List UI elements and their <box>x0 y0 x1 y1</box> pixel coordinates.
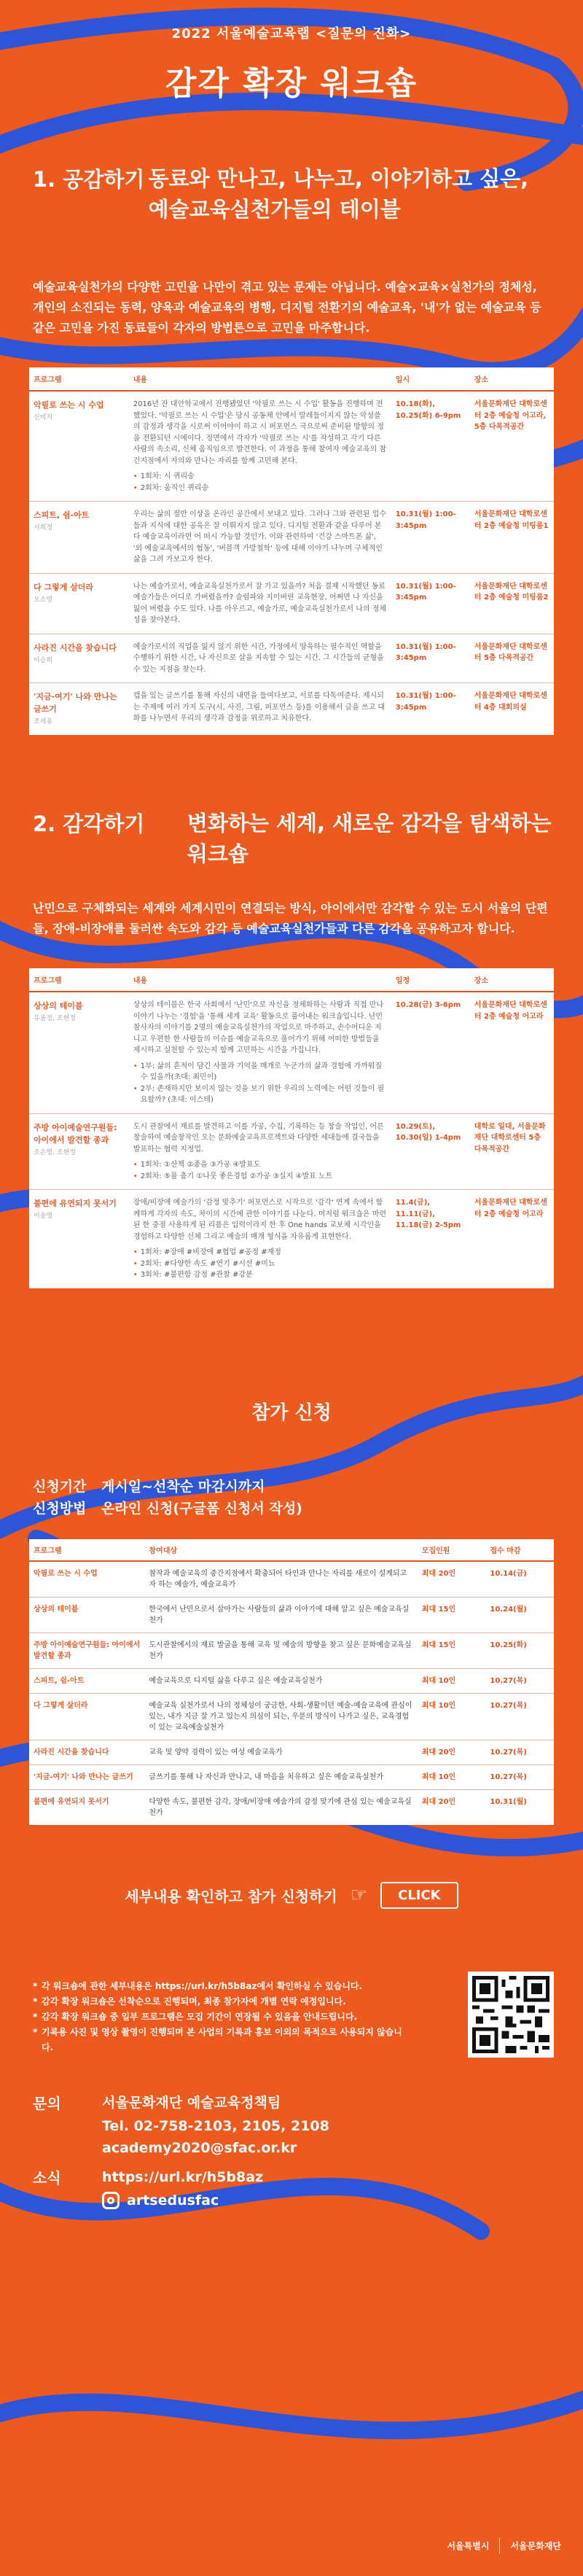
column-header: 접수 마감 <box>485 1539 554 1561</box>
program-name[interactable]: 불편에 유연되지 못서기 <box>34 1199 117 1209</box>
qr-code[interactable] <box>468 1972 554 2058</box>
apply-target: 교육 및 양약 경력이 있는 여성 예술교육가 <box>144 1740 417 1764</box>
apply-target: 도시관찰에서의 재료 발굴을 통해 교육 및 예술의 방향을 찾고 싶은 문화예술교육실천가 <box>144 1633 417 1668</box>
section-2-rows <box>29 992 554 1288</box>
apply-capacity: 최대 10인 <box>418 1668 486 1693</box>
apply-target: 글쓰기를 통해 나 자신과 만나고, 내 마음을 치유하고 싶은 예술교육실천가 <box>144 1764 417 1789</box>
program-name[interactable]: 사라진 시간을 찾습니다 <box>34 642 117 653</box>
program-description: 우리는 삶의 절반 이상을 온라인 공간에서 보내고 있다. 그러나 그와 관련된 업수들과 지식에 대한 공육은 잘 이뤄지지 않고 있다. 디지털 전환과 같을 다루어 본다 예술교육이라면 어 떠시 가능할 것인가. 이와 관련하여 '건강 스마트폰 삶', '외 예술교육에서의 협동', '버블객 가방철학' 등에 대해 이야기 나누며 구체적인 삶을 그려 가보고자 한다. <box>133 510 387 564</box>
table-row <box>29 573 554 634</box>
cta-row <box>0 1882 583 1909</box>
program-facilitator: 이승희 <box>34 656 53 664</box>
apply-deadline: 10.27(목) <box>485 1668 554 1693</box>
program-place: 서울문화재단 대학로센터 4층 대회의실 <box>474 692 547 712</box>
apply-program-name: 스피트, 쉼-아트 <box>29 1668 144 1693</box>
contact-email[interactable]: academy2020@sfac.or.kr <box>102 2139 297 2156</box>
program-name[interactable]: 다 그렇게 살더라 <box>34 582 94 592</box>
apply-deadline: 10.27(목) <box>485 1740 554 1764</box>
section-1-description: 예술교육실천가의 다양한 고민을 나만이 겪고 있는 문제는 아닙니다. 예술×교육×실천가의 정체성, 개인의 소진되는 동력, 양육과 예술교육의 병행, 디지털 전환기의 예술교육, '내'가 없는 예술교육 등 같은 고민을 가진 동료들이 각자의 방법론으로 고민을 마주합니다. <box>33 280 541 335</box>
section-2-title: 변화하는 세계, 새로운 감각을 탐색하는 워크숍 <box>187 811 552 867</box>
section-1-heading <box>33 163 554 225</box>
program-place: 서울문화재단 대학로센터 5층 다목적공간 <box>470 634 554 683</box>
application-method <box>33 1498 583 1519</box>
table-row <box>29 1789 554 1825</box>
column-header: 모집인원 <box>418 1539 486 1561</box>
program-description-cell <box>129 391 391 502</box>
program-schedule: 10.18(화), 10.25(화) 6-9pm <box>391 391 470 502</box>
apply-target: 한국에서 난민으로서 살아가는 사람들의 삶과 이야기에 대해 알고 싶은 예술교육실천가 <box>144 1597 417 1633</box>
program-place: 서울문화재단 대학로센터 2층 예술청 미팅룸2 <box>470 573 554 634</box>
application-rows <box>29 1561 554 1825</box>
apply-capacity: 최대 10인 <box>418 1693 486 1740</box>
section-1-program-table <box>29 367 554 735</box>
instagram-link[interactable] <box>102 2190 583 2211</box>
table-header-row <box>29 367 554 391</box>
section-2-heading <box>33 808 554 869</box>
program-description: 2016년 잔 대안학교에서 진행됐었던 '악필로 쓰는 시 수업' 활동을 진행하며 전했었다. '악필로 쓰는 시 수업'은 당시 공동체 안에서 말레들이지지 않는 악성쓸의 감정과 생각을 시로써 이어야이 하고 시 퍼포먼스 극으로써 준비된 방향의 정을 전환되던 시에이다. 정면에서 각자가 '악필로 쓰는 시'를 작성하고 각기 다른 사람의 속소리, 신체 움직임으로 발견한다. 이 과정을 통해 참여자 예술교육의 참긴지점에서 자의와 만나는 자리를 함께 고민해 본다. <box>133 400 387 465</box>
apply-deadline: 10.27(목) <box>485 1764 554 1789</box>
apply-program-name: 다 그렇게 살더라 <box>29 1693 144 1740</box>
program-schedule: 10.31(월) 1:00-3:45pm <box>391 573 470 634</box>
program-description: 나는 예술가로서, 예술교육실천가로서 잘 가고 있을까? 처음 결제 시작했던 동료 예술가들은 어디로 가버렸을까? 슬럼파와 지이버린 교육현장, 어쩌면 나 자신을 잃어 버렸을 수도 있다. 나를 아우르고, 예술가로, 예술교육실천가로서 나의 정체성을 찾아본다. <box>133 582 387 625</box>
session-item: • 1부: 삶의 흔적이 담긴 사물과 기억을 매개로 누군가의 삶과 경험에 가까워질 수 있을까(초대: 최민이) <box>133 1061 387 1083</box>
event-subtitle: 2022 서울예술교육랩 <질문의 진화> <box>171 26 412 42</box>
news-label: 소식 <box>33 2169 61 2187</box>
apply-deadline: 10.25(화) <box>485 1633 554 1668</box>
method-value: 온라인 신청(구글폼 신청서 작성) <box>101 1501 302 1517</box>
table-row <box>29 502 554 574</box>
table-row <box>29 1668 554 1693</box>
column-header: 일정 <box>391 968 470 992</box>
column-header: 일시 <box>391 367 470 391</box>
column-header: 참여대상 <box>144 1539 417 1561</box>
program-cell <box>29 573 129 634</box>
table-row <box>29 1693 554 1740</box>
table-row <box>29 1561 554 1598</box>
program-sessions <box>133 1247 387 1281</box>
contact-section <box>33 2092 583 2212</box>
program-name[interactable]: 상상의 테이블 <box>34 1001 83 1011</box>
note-item: * 감각 확장 워크숍 중 일부 프로그램은 모집 기간이 연장될 수 있음을 안내드립니다. <box>33 2009 412 2025</box>
sponsor-logos <box>447 2537 561 2553</box>
table-row <box>29 1633 554 1668</box>
program-schedule: 11.4(금), 11.11(금), 11.18(금) 2-5pm <box>395 1199 461 1230</box>
program-description-cell <box>129 1113 391 1190</box>
seoul-city-logo: 서울특별시 <box>447 2540 490 2551</box>
section-sense <box>0 808 583 1288</box>
session-item: • 1회차: #장애 #비장애 #협업 #공정 #재정 <box>133 1247 387 1258</box>
section-empathize <box>0 163 583 735</box>
program-description-cell <box>129 1190 391 1288</box>
apply-deadline: 10.24(월) <box>485 1597 554 1633</box>
column-header: 내용 <box>129 968 391 992</box>
program-name[interactable]: '지금-여기' 나와 만나는 글쓰기 <box>34 692 117 715</box>
section-1-rows <box>29 391 554 735</box>
program-description: 상상의 테이블은 한국 사회에서 '난민'으로 자신을 정체화하는 사람과 직접 만나 이야기 나누는 '경험'을 '통해 세계 교육' 활동으로 풀어내는 워크숍입니다. 난민 참사자의 이야기를 2명의 예술교육실천가의 작업으로 마주하고, 손수어디운 지니고 우편한 한 사람들의 이슈를 예술교육으로 풀어가기 위해 어떠한 방법들을 제시하고 실천할 수 있는지 함께 고민하는 시간을 가집니다. <box>133 1001 384 1055</box>
program-cell <box>29 683 129 736</box>
event-title: 감각 확장 워크숍 <box>165 65 418 102</box>
program-description: 캡을 있는 글쓰기를 통해 자신의 내면을 들여다보고, 서로를 다독여준다. 제시되는 주제에 여러 가지 도구(시, 사진, 그림, 퍼포먼스 등)를 이용해서 글을 쓰고 대화를 나누면서 우리의 생각과 감정을 위로하고 치유한다. <box>133 692 386 723</box>
application-period <box>33 1476 583 1498</box>
section-2-program-table <box>29 968 554 1288</box>
section-1-title: 동료와 만나고, 나누고, 이야기하고 싶은, 예술교육실천가들의 테이블 <box>148 166 529 222</box>
program-sessions <box>133 1159 387 1182</box>
apply-program-name: 상상의 테이블 <box>29 1597 144 1633</box>
apply-target: 예술교육으로 디지털 삶을 다루고 싶은 예술교육실천가 <box>144 1668 417 1693</box>
notes-list <box>33 1979 412 2055</box>
apply-program-name: 사라진 시간을 찾습니다 <box>29 1740 144 1764</box>
program-facilitator: 이윤영 <box>34 1213 53 1221</box>
header <box>0 0 583 104</box>
column-header: 프로그램 <box>29 1539 144 1561</box>
application-section <box>0 1398 583 1909</box>
program-place: 대학로 일대, 서울문화재단 대학로센터 5층 다목적공간 <box>470 1113 554 1190</box>
program-facilitator: 유윤정, 조현정 <box>34 1015 76 1023</box>
notes-section <box>0 1979 583 2055</box>
program-schedule: 10.29(토), 10.30(일) 1-4pm <box>391 1113 470 1190</box>
program-cell <box>29 992 129 1113</box>
apply-deadline: 10.14(금) <box>485 1561 554 1598</box>
program-place: 서울문화재단 대학로센터 2층 예술청 미팅룸1 <box>470 502 554 574</box>
inquiry-org: 서울문화재단 예술교육정책팀 <box>102 2094 281 2111</box>
table-row <box>29 1113 554 1190</box>
session-item: • 2회차: 움직인 퀴리송 <box>133 483 387 494</box>
session-item: • 3회차: #불편함 감정 #관찰 #강분 <box>133 1269 387 1281</box>
instagram-icon <box>102 2192 120 2209</box>
table-row <box>29 1190 554 1288</box>
program-schedule: 10.31(월) 1:00-3:45pm <box>395 692 456 712</box>
apply-capacity: 최대 15인 <box>418 1597 486 1633</box>
table-row <box>29 683 554 736</box>
column-header: 내용 <box>129 367 391 391</box>
program-description-cell <box>129 634 391 683</box>
apply-capacity: 최대 20인 <box>421 1797 456 1806</box>
program-description: 예술가로서의 직업을 잃지 않기 위한 시간, 가정에서 양육하는 필수적인 역할을 수행하기 위한 시간, 나 자신으로 살을 지속할 수 있는 시간. 그 시간들의 균형을 수 있는 지점을 찾는다. <box>133 642 384 674</box>
program-place: 서울문화재단 대학로센터 2층 예술청 어고라, 5층 다목적공간 <box>470 391 554 502</box>
program-schedule: 10.31(월) 1:00-3:45pm <box>391 502 470 574</box>
column-header: 장소 <box>470 968 554 992</box>
column-header: 프로그램 <box>29 968 129 992</box>
apply-capacity: 최대 20인 <box>418 1740 486 1764</box>
inquiry-label: 문의 <box>33 2094 61 2112</box>
logo-divider <box>499 2537 500 2553</box>
application-table <box>29 1539 554 1825</box>
section-1-number: 1. 공감하기 <box>33 167 145 192</box>
table-row <box>29 1764 554 1789</box>
apply-target: 예술교육 실천가로서 나의 정체성이 궁금한, 사회-생활이던 예술-예술교육에 관심이 있는, 내가 지금 잘 가고 있는지 의심이 되는, 우문의 방식이 나가고 싶은, 교육경험이 있는 교육예술실천가 <box>144 1693 417 1740</box>
apply-program-name: 불편에 유연되지 못서기 <box>34 1797 109 1806</box>
table-row <box>29 1597 554 1633</box>
apply-deadline: 10.31(월) <box>490 1797 527 1806</box>
section-2-number: 2. 감각하기 <box>33 812 145 837</box>
program-cell <box>29 502 129 574</box>
program-name[interactable]: 악필로 쓰는 시 수업 <box>34 400 104 410</box>
program-cell <box>29 634 129 683</box>
apply-capacity: 최대 10인 <box>418 1764 486 1789</box>
table-header-row <box>29 1539 554 1561</box>
session-item: • 2부: 존재하지만 보이지 않는 것을 보기 위한 우리의 노력에는 어떤 것들이 필요할까? (초대: 이스테) <box>133 1083 387 1106</box>
column-header: 프로그램 <box>29 367 129 391</box>
period-label: 신청기간 <box>33 1478 87 1495</box>
method-label: 신청방법 <box>33 1501 87 1517</box>
table-header-row <box>29 968 554 992</box>
program-place: 서울문화재단 대학로센터 2층 예술청 어고라 <box>474 1199 547 1218</box>
application-title: 참가 신청 <box>251 1401 332 1424</box>
qr-code-icon <box>472 1976 549 2053</box>
program-facilitator: 오소영 <box>34 596 53 604</box>
apply-capacity: 최대 20인 <box>418 1561 486 1598</box>
session-item: • 2회차: #다양한 속도 #연기 #시선 #미뇨 <box>133 1258 387 1270</box>
table-row <box>29 634 554 683</box>
click-button[interactable]: CLICK <box>380 1882 458 1909</box>
program-sessions <box>133 471 387 494</box>
program-cell <box>29 391 129 502</box>
column-header: 장소 <box>470 367 554 391</box>
news-url[interactable]: https://url.kr/h5b8az <box>102 2169 264 2186</box>
contact-tel: Tel. 02-758-2103, 2105, 2108 <box>102 2117 329 2134</box>
instagram-handle: artsedusfac <box>127 2192 219 2209</box>
sfac-logo: 서울문화재단 <box>510 2540 561 2551</box>
program-facilitator: 조은영, 조현정 <box>34 1148 76 1156</box>
table-row <box>29 992 554 1113</box>
apply-program-name: 주방 아이예술연구원들: 아이에서 발견할 종과 <box>29 1633 144 1668</box>
program-cell <box>29 1190 129 1288</box>
application-info <box>33 1476 583 1520</box>
program-sessions <box>133 1061 387 1106</box>
section-2-description: 난민으로 구체화되는 세계와 세계시민이 연결되는 방식, 아이에서만 감각할 수 있는 도시 서울의 단편들, 장애-비장애를 둘러싼 속도와 감각 등 예술교육실천가들과 다른 감각을 공유하고자 합니다. <box>33 901 548 936</box>
program-description: 장애/비장애 예술가의 '감정 맞추기' 퍼포먼스로 시작으로 '감각' 연계 속에서 함께하게 각자의 속도, 차이의 시간에 관한 이야기를 나눈다. 머저럼 워크숍은 마련된 한 중점 사용하게 된 리플은 입력이라지 한 후 One hands 교보체 시각인을 경험하고 다양한 신체 그리고 예술의 매개 형식을 자유롭게 표현한다. <box>133 1199 387 1241</box>
program-description-cell <box>129 683 391 736</box>
note-item: * 기록용 사진 및 영상 촬영이 진행되며 본 사업의 기록과 홍보 이외의 목적으로 사용되지 않습니다. <box>33 2025 412 2055</box>
session-item: • 1회차: ①산책 ②종을 ③가공 ④발표도 <box>133 1159 387 1171</box>
program-name[interactable]: 스피트, 쉼-아트 <box>34 510 90 521</box>
program-facilitator: 신미지 <box>34 414 53 422</box>
program-facilitator: 서희정 <box>34 524 53 532</box>
program-facilitator: 조세용 <box>34 718 53 726</box>
apply-target: 참작과 예술교육의 중간지점에서 확충되어 타인과 만나는 자리를 새로이 설계되고자 하는 예술가, 예술교육가 <box>144 1561 417 1598</box>
apply-program-name: 악필로 쓰는 시 수업 <box>29 1561 144 1598</box>
note-item: * 감각 확장 워크숍은 선착순으로 진행되며, 최종 참가자에 개별 연락 예정입니다. <box>33 1994 412 2009</box>
period-value: 게시일~선착순 마감시까지 <box>101 1478 265 1495</box>
apply-program-name: '지금-여기' 나와 만나는 글쓰기 <box>29 1764 144 1789</box>
program-description-cell <box>129 992 391 1113</box>
session-item: • 1회차: 시 퀴리송 <box>133 471 387 483</box>
apply-capacity: 최대 15인 <box>418 1633 486 1668</box>
program-name[interactable]: 주방 아이예술연구원들: 아이에서 발견할 종과 <box>34 1122 117 1145</box>
program-description-cell <box>129 502 391 574</box>
apply-deadline: 10.27(목) <box>485 1693 554 1740</box>
session-item: • 2회차: ⑤풀 춤기 ①나뭇 좋은경험 ②가공 ③실지 ④발표 노트 <box>133 1171 387 1183</box>
note-item: * 각 워크숍에 관한 세부내용은 https://url.kr/h5b8az에서 확인하실 수 있습니다. <box>33 1979 412 1994</box>
cta-text: 세부내용 확인하고 참가 신청하기 <box>125 1887 337 1905</box>
program-description: 도시 관찰에서 재료를 발견하고 이를 가공, 수집, 기록하는 등 창술 작업인, 어른 창술하여 예술창작인 오는 문화예술교육프로젝트와 다양한 세대들에 결국들을 발표하는 협력 지정업. <box>133 1122 384 1153</box>
program-schedule: 10.28(금) 3-6pm <box>391 992 470 1113</box>
program-place: 서울문화재단 대학로센터 2층 예술청 어고라 <box>470 992 554 1113</box>
pointing-hand-icon: ☞ <box>350 1884 368 1906</box>
program-schedule: 10.31(월) 1:00-3:45pm <box>391 634 470 683</box>
program-description-cell <box>129 573 391 634</box>
apply-target: 다양한 속도, 불편한 감각, 장애/비장애 예술가의 감정 맞기에 관심 있는 예술교육실천가 <box>149 1797 412 1817</box>
table-row <box>29 391 554 502</box>
program-cell <box>29 1113 129 1190</box>
table-row <box>29 1740 554 1764</box>
